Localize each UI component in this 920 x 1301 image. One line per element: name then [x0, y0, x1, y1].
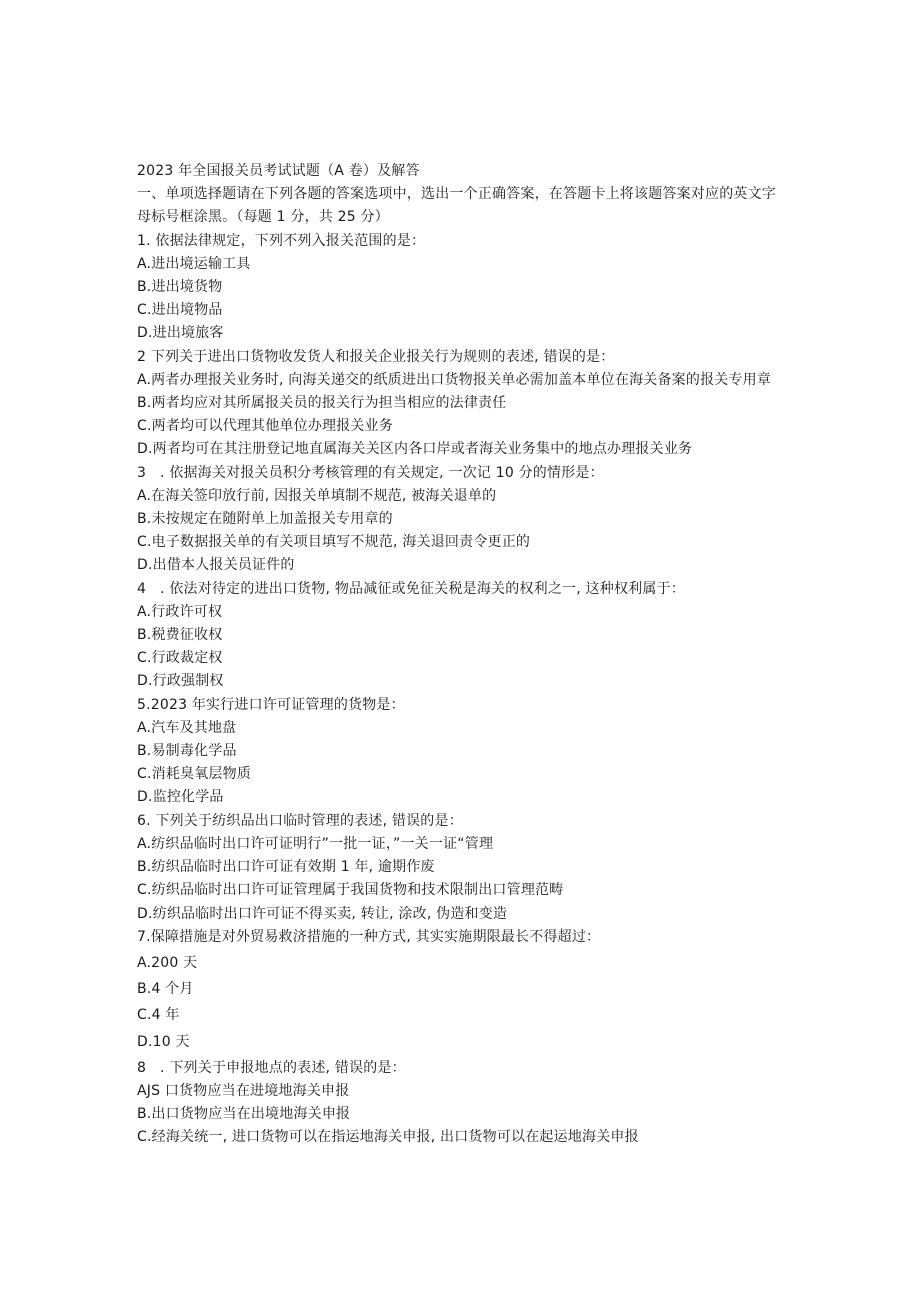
option-a: A.汽车及其地盘 [137, 719, 237, 736]
option-c: C.经海关统一, 进口货物可以在指运地海关申报, 出口货物可以在起运地海关申报 [137, 1129, 639, 1146]
option-b: B.税费征收权 [137, 627, 223, 644]
option-c: C.行政裁定权 [137, 650, 223, 667]
option-d: D.纺织品临时出口许可证不得买卖, 转让, 涂改, 伪造和变造 [137, 905, 508, 922]
question-stem: 3 . 依据海关对报关员积分考核管理的有关规定, 一次记 10 分的情形是： [137, 464, 604, 481]
question-6 [137, 810, 787, 926]
question-5 [137, 694, 787, 810]
section-heading: 一、单项选择题请在下列各题的答案选项中，选出一个正确答案，在答题卡上将该题答案对应的英文字母标号框涂黑。（每题 1 分，共 25 分） [137, 186, 776, 226]
question-stem: 5.2023 年实行进口许可证管理的货物是： [137, 696, 405, 713]
option-d: D.行政强制权 [137, 673, 224, 690]
option-a: A.行政许可权 [137, 603, 223, 620]
option-c: C.两者均可以代理其他单位办理报关业务 [137, 418, 394, 435]
option-c: C.消耗臭氧层物质 [137, 766, 252, 783]
document-page [137, 160, 787, 1150]
option-b: B.两者均应对其所属报关员的报关行为担当相应的法律责任 [137, 395, 507, 412]
question-stem: 8 . 下列关于申报地点的表述, 错误的是： [137, 1059, 406, 1076]
option-b: B.出口货物应当在出境地海关申报 [137, 1106, 351, 1123]
option-d: D.进出境旅客 [137, 325, 224, 342]
option-a: AJS 口货物应当在进境地海关申报 [137, 1082, 350, 1099]
option-b: B.4 个月 [137, 981, 194, 998]
question-stem: 6. 下列关于纺织品出口临时管理的表述, 错误的是： [137, 812, 463, 829]
option-c: C.4 年 [137, 1007, 180, 1024]
question-stem: 2 下列关于进出口货物收发货人和报关企业报关行为规则的表述, 错误的是： [137, 348, 615, 365]
option-c: C.纺织品临时出口许可证管理属于我国货物和技术限制出口管理范畴 [137, 882, 564, 899]
document-title: 2023 年全国报关员考试试题（A 卷）及解答 [137, 163, 420, 179]
option-a: A.进出境运输工具 [137, 255, 251, 272]
option-a: A.两者办理报关业务时, 向海关递交的纸质进出口货物报关单必需加盖本单位在海关备案的报关专用章 [137, 371, 772, 388]
option-c: C.进出境物品 [137, 302, 223, 319]
question-stem: 1. 依据法律规定，下列不列入报关范围的是： [137, 232, 426, 249]
question-7 [137, 926, 787, 1054]
question-4 [137, 578, 787, 694]
option-d: D.出借本人报关员证件的 [137, 557, 295, 574]
option-a: A.200 天 [137, 954, 198, 971]
option-a: A.在海关签印放行前, 因报关单填制不规范, 被海关退单的 [137, 487, 497, 504]
option-b: B.未按规定在随附单上加盖报关专用章的 [137, 511, 393, 528]
question-stem: 7.保障措施是对外贸易救济措施的一种方式, 其实实施期限最长不得超过： [137, 928, 601, 945]
option-d: D.监控化学品 [137, 789, 224, 806]
question-1 [137, 230, 787, 346]
option-a: A.纺织品临时出口许可证明行”一批一证，”一关一证“管理 [137, 835, 494, 852]
option-d: D.两者均可在其注册登记地直属海关关区内各口岸或者海关业务集中的地点办理报关业务 [137, 441, 693, 458]
option-d: D.10 天 [137, 1033, 190, 1050]
option-b: B.易制毒化学品 [137, 743, 237, 760]
question-8 [137, 1057, 787, 1150]
option-b: B.进出境货物 [137, 279, 223, 296]
question-stem: 4 . 依法对待定的进出口货物, 物品减征或免征关税是海关的权利之一, 这种权利属于： [137, 580, 685, 597]
question-3 [137, 462, 787, 578]
option-c: C.电子数据报关单的有关项目填写不规范, 海关退回责令更正的 [137, 534, 531, 551]
option-b: B.纺织品临时出口许可证有效期 1 年, 逾期作废 [137, 859, 435, 876]
question-2 [137, 346, 787, 462]
